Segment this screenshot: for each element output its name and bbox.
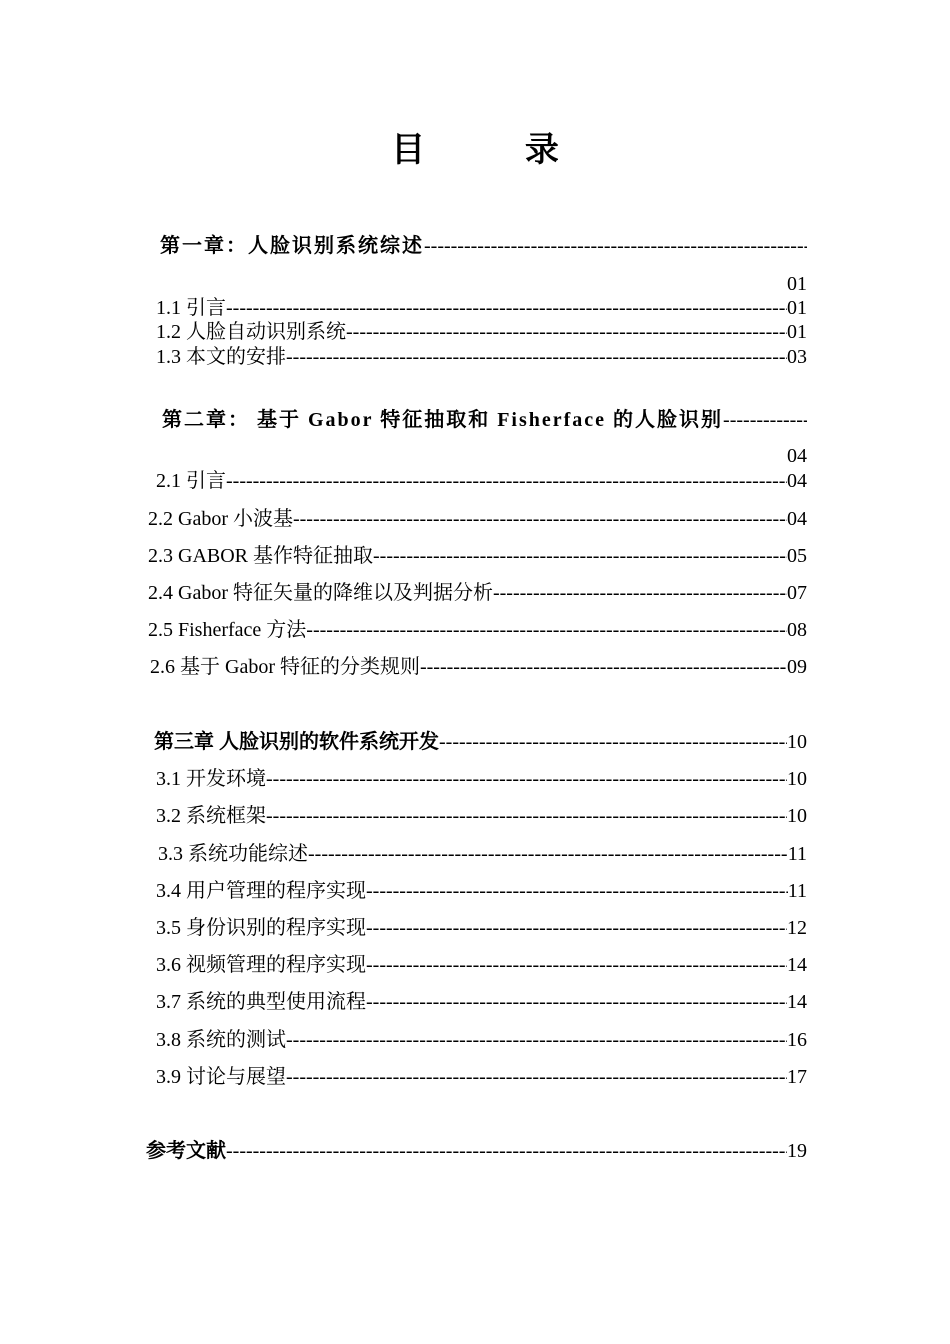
page-number: 14: [787, 954, 807, 976]
entry-title: 2.6 基于 Gabor 特征的分类规则: [150, 656, 420, 678]
toc-entry: [156, 951, 807, 979]
entry-title: 1.1 引言: [156, 297, 226, 319]
entry-title: 1.2 人脸自动识别系统: [156, 321, 346, 343]
toc-entry: [156, 914, 807, 942]
toc-references: [146, 1137, 807, 1165]
page-number: 07: [787, 582, 807, 604]
toc-entry: [156, 467, 807, 495]
dot-leader: [366, 914, 787, 942]
chapter-title: 第二章： 基于 Gabor 特征抽取和 Fisherface 的人脸识别: [162, 409, 724, 431]
toc-chapter-1: [160, 232, 807, 298]
dot-leader: [366, 988, 787, 1016]
entry-title: 3.5 身份识别的程序实现: [156, 917, 366, 939]
page-number: 04: [787, 508, 807, 530]
page-number: 10: [787, 768, 807, 790]
page-number: 01: [787, 297, 807, 319]
page-number: 16: [787, 1029, 807, 1051]
dot-leader: [266, 802, 787, 830]
entry-title: 2.2 Gabor 小波基: [148, 508, 293, 530]
toc-entry: [148, 542, 807, 570]
page-title: 目 录: [391, 130, 603, 170]
entry-title: 2.5 Fisherface 方法: [148, 619, 307, 641]
page-number: 12: [787, 917, 807, 939]
page-number: 01: [787, 321, 807, 343]
dot-leader: [439, 728, 787, 756]
dot-leader: [493, 579, 787, 607]
dot-leader: [366, 951, 787, 979]
dot-leader: [286, 1063, 787, 1091]
dot-leader: [366, 877, 788, 905]
dot-leader: [286, 343, 787, 371]
toc-entry: [156, 343, 807, 371]
page-number: 14: [787, 991, 807, 1013]
dot-leader: [420, 653, 787, 681]
toc-entry: [148, 505, 807, 533]
page-number: 05: [787, 545, 807, 567]
toc-entry: [156, 318, 807, 346]
toc-entry: [150, 653, 807, 681]
dot-leader: [308, 840, 788, 868]
chapter-title: 第三章 人脸识别的软件系统开发: [154, 731, 439, 753]
entry-title: 2.1 引言: [156, 470, 226, 492]
page-number: 10: [787, 731, 807, 753]
page-number: 19: [787, 1140, 807, 1162]
toc-entry: [156, 802, 807, 830]
toc-entry: [156, 1063, 807, 1091]
entry-title: 3.8 系统的测试: [156, 1029, 286, 1051]
page-number: 04: [787, 470, 807, 492]
entry-title: 3.2 系统框架: [156, 805, 266, 827]
entry-title: 3.7 系统的典型使用流程: [156, 991, 366, 1013]
entry-title: 3.6 视频管理的程序实现: [156, 954, 366, 976]
toc-entry: [156, 988, 807, 1016]
chapter-title: 参考文献: [146, 1140, 226, 1162]
dot-leader: [306, 616, 787, 644]
page-number: 01: [787, 273, 807, 295]
entry-title: 3.3 系统功能综述: [158, 843, 308, 865]
dot-leader: [424, 232, 807, 260]
entry-title: 3.1 开发环境: [156, 768, 266, 790]
toc-entry: [158, 840, 807, 868]
dot-leader: [293, 505, 787, 533]
toc-entry: [156, 1026, 807, 1054]
entry-title: 2.3 GABOR 基作特征抽取: [148, 545, 374, 567]
page-number: 17: [787, 1066, 807, 1088]
page-number: 03: [787, 346, 807, 368]
dot-leader: [286, 1026, 787, 1054]
toc-entry: [148, 616, 807, 644]
dot-leader: [723, 406, 807, 434]
entry-title: 3.4 用户管理的程序实现: [156, 880, 366, 902]
toc-entry: [156, 765, 807, 793]
chapter-title: 第一章：人脸识别系统综述: [160, 235, 424, 257]
entry-title: 1.3 本文的安排: [156, 346, 286, 368]
dot-leader: [226, 1137, 787, 1165]
toc-chapter-3: [154, 728, 807, 756]
page-number: 04: [787, 445, 807, 467]
toc-chapter-2: [162, 406, 807, 470]
dot-leader: [373, 542, 787, 570]
page-number: 08: [787, 619, 807, 641]
entry-title: 2.4 Gabor 特征矢量的降维以及判据分析: [148, 582, 493, 604]
page-number: 11: [787, 843, 807, 865]
dot-leader: [346, 318, 787, 346]
page-number: 09: [787, 656, 807, 678]
dot-leader: [266, 765, 787, 793]
page-number: 11: [787, 880, 807, 902]
dot-leader: [226, 467, 787, 495]
toc-entry: [148, 579, 807, 607]
page-number: 10: [787, 805, 807, 827]
toc-entry: [156, 877, 807, 905]
entry-title: 3.9 讨论与展望: [156, 1066, 286, 1088]
